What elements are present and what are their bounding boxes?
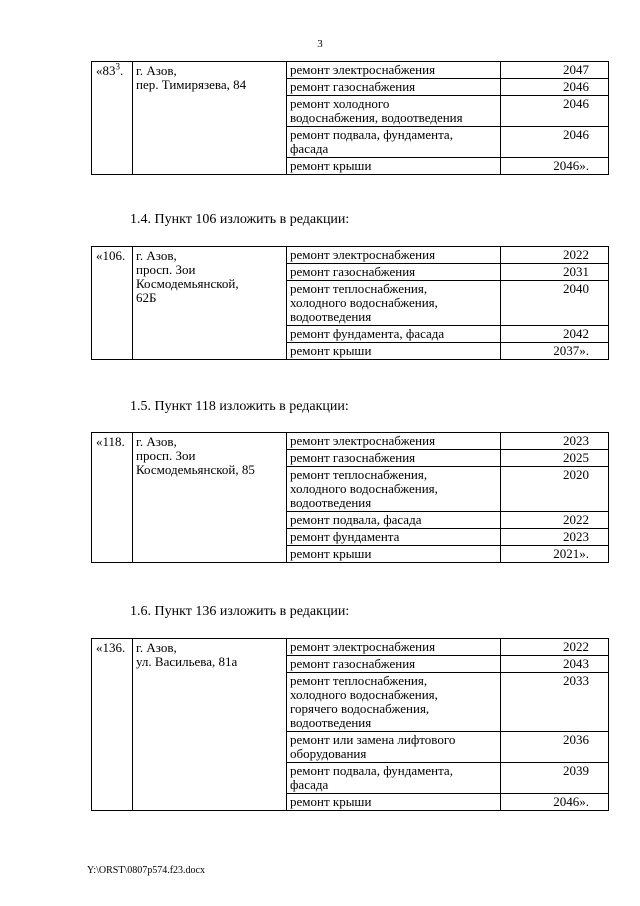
planned-year: 2022 [501,639,609,656]
planned-year: 2022 [501,512,609,529]
work-type: ремонт или замена лифтового оборудования [287,732,501,763]
work-type: ремонт газоснабжения [287,79,501,96]
planned-year: 2046 [501,127,609,158]
planned-year: 2040 [501,281,609,326]
heading-1-6: 1.6. Пункт 136 изложить в редакции: [130,604,350,619]
table-row [92,639,609,656]
item-number: «118. [92,433,133,563]
address-line: г. Азов, [136,640,177,655]
address-line: Космодемьянской, 85 [136,462,255,477]
address-line: 62Б [136,290,157,305]
planned-year: 2046 [501,96,609,127]
planned-year: 2039 [501,763,609,794]
planned-year: 2031 [501,264,609,281]
table-block-118 [91,432,609,563]
work-type: ремонт крыши [287,794,501,811]
planned-year: 2023 [501,529,609,546]
work-type: ремонт электроснабжения [287,62,501,79]
planned-year: 2022 [501,247,609,264]
table-block-83 [91,61,609,175]
address-line: Космодемьянской, [136,276,239,291]
table-row [92,433,609,450]
work-type: ремонт теплоснабжения, холодного водоснабжения, горячего водоснабжения, водоотведения [287,673,501,732]
planned-year: 2020 [501,467,609,512]
planned-year: 2046». [501,794,609,811]
work-type: ремонт теплоснабжения, холодного водоснабжения, водоотведения [287,281,501,326]
planned-year: 2046». [501,158,609,175]
item-number: «$83^3$. [92,62,133,175]
heading-1-5: 1.5. Пункт 118 изложить в редакции: [130,399,349,414]
table-block-106 [91,246,609,360]
work-type: ремонт фундамента [287,529,501,546]
table-row [92,247,609,264]
item-number: «106. [92,247,133,360]
work-type: ремонт подвала, фундамента, фасада [287,763,501,794]
work-type: ремонт электроснабжения [287,433,501,450]
planned-year: 2036 [501,732,609,763]
work-type: ремонт теплоснабжения, холодного водоснабжения, водоотведения [287,467,501,512]
planned-year: 2037». [501,343,609,360]
work-type: ремонт газоснабжения [287,450,501,467]
planned-year: 2021». [501,546,609,563]
planned-year: 2023 [501,433,609,450]
address-line: ул. Васильева, 81а [136,654,238,669]
work-type: ремонт крыши [287,158,501,175]
planned-year: 2033 [501,673,609,732]
work-type: ремонт газоснабжения [287,656,501,673]
address [133,433,287,563]
planned-year: 2043 [501,656,609,673]
work-type: ремонт электроснабжения [287,247,501,264]
page-number: 3 [317,38,323,50]
footer-file-path: Y:\ORST\0807p574.f23.docx [87,865,205,876]
planned-year: 2046 [501,79,609,96]
address-line: пер. Тимирязева, 84 [136,77,247,92]
address-line: г. Азов, [136,248,177,263]
work-type: ремонт холодного водоснабжения, водоотведения [287,96,501,127]
address-line: г. Азов, [136,434,177,449]
address-line: просп. Зои [136,448,196,463]
address-line: г. Азов, [136,63,177,78]
work-type: ремонт фундамента, фасада [287,326,501,343]
planned-year: 2042 [501,326,609,343]
table-block-136 [91,638,609,811]
work-type: ремонт подвала, фасада [287,512,501,529]
address [133,62,287,175]
address [133,247,287,360]
address [133,639,287,811]
work-type: ремонт электроснабжения [287,639,501,656]
work-type: ремонт газоснабжения [287,264,501,281]
work-type: ремонт крыши [287,546,501,563]
address-line: просп. Зои [136,262,196,277]
work-type: ремонт подвала, фундамента, фасада [287,127,501,158]
planned-year: 2047 [501,62,609,79]
table-row [92,62,609,79]
work-type: ремонт крыши [287,343,501,360]
item-number: «136. [92,639,133,811]
planned-year: 2025 [501,450,609,467]
heading-1-4: 1.4. Пункт 106 изложить в редакции: [130,212,350,227]
